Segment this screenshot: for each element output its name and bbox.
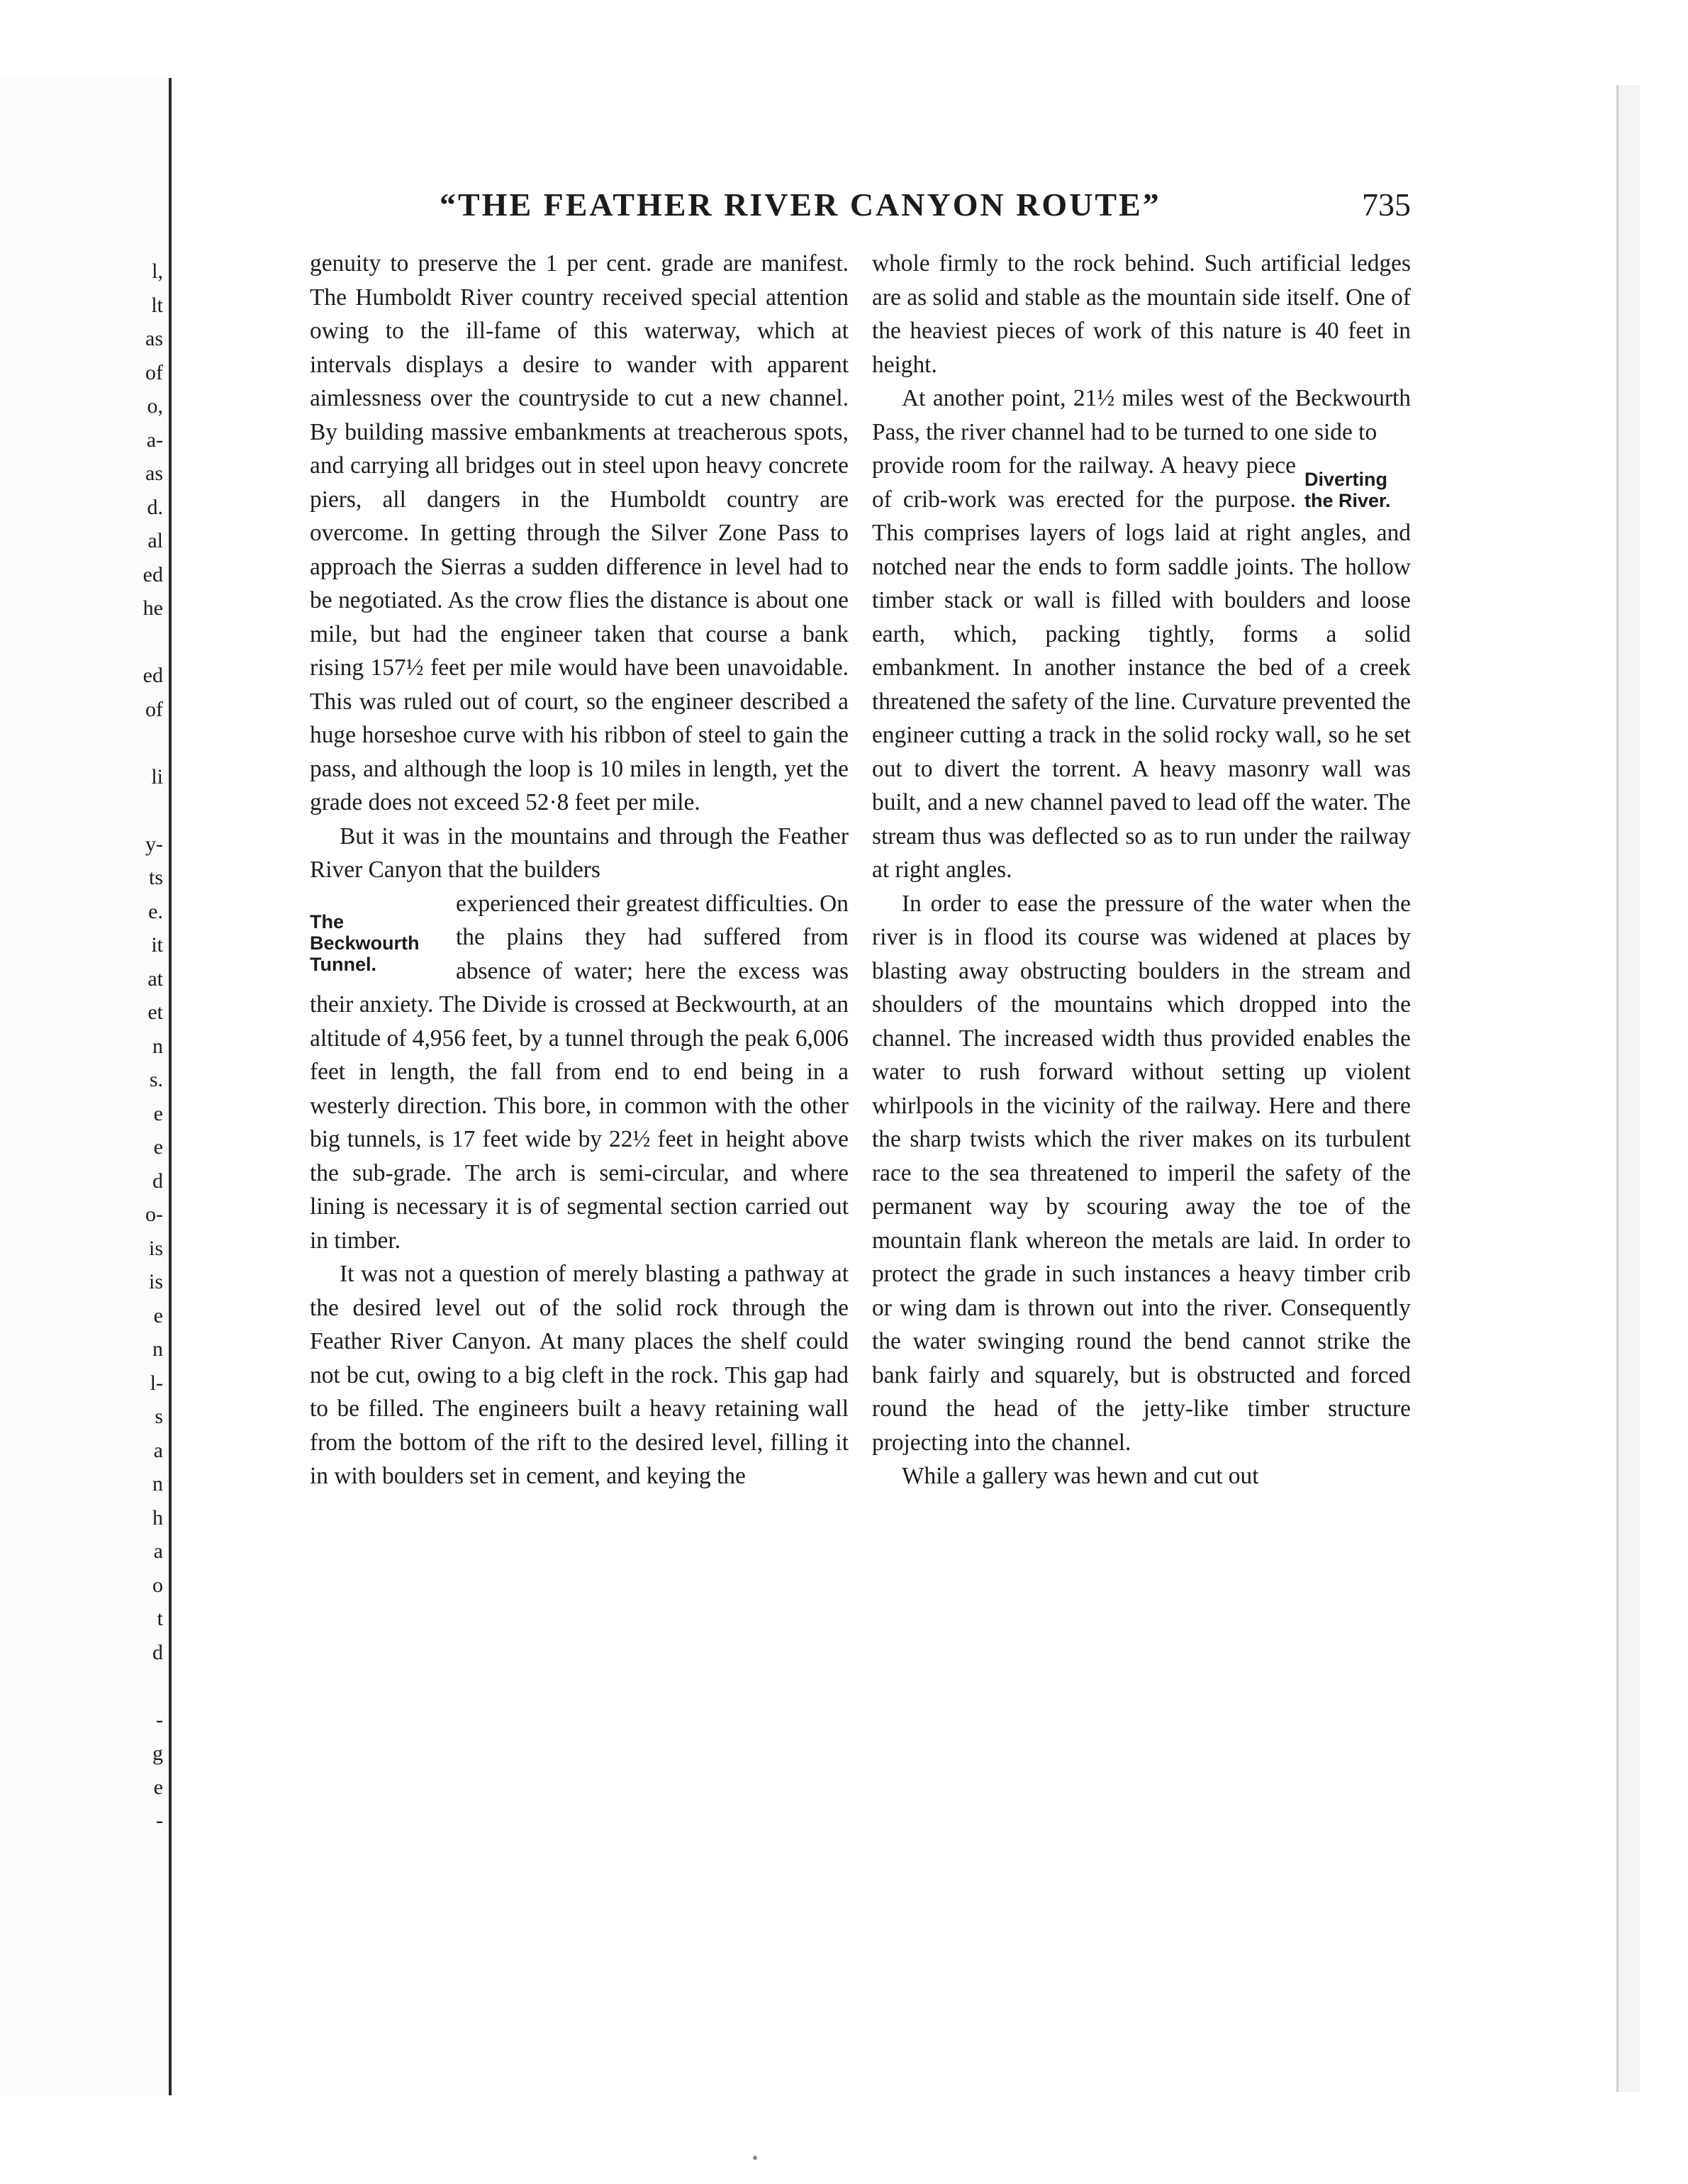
facing-page-fragment: ts xyxy=(148,866,163,889)
page-number: 735 xyxy=(1362,186,1411,223)
facing-page-fragment: e xyxy=(153,1775,163,1799)
facing-page-fragment: o- xyxy=(145,1203,163,1226)
paragraph: It was not a question of merely blasting a pathway at the desired level out of the solid rock through the Feather River Canyon. At many places the shelf could not be cut, owing to a big cleft in the rock. This gap had to be filled. The engineers built a heavy retaining wall from the bottom of the rift to the desired level, filling it in with boulders set in cement, and keying the xyxy=(310,1261,849,1489)
facing-page-fragment: o xyxy=(152,1573,163,1597)
paragraph-continued: experienced their greatest difficulties. On the plains they had suffered from absence of water; here the excess was their anxiety. The Divide is crossed at Beckwourth, at an altitude of 4,956 feet, by a tunnel through the peak 6,006 feet in length, the fall from end to end being in a westerly direction. This bore, in common with the other big tunnels, is 17 feet wide by 22½ feet in height above the sub-grade. The arch is semi-circular, and where lining is necessary it is of segmental section carried out in timber. xyxy=(310,890,849,1254)
facing-page-fragment: l- xyxy=(150,1371,163,1395)
facing-page-fragment: n xyxy=(152,1337,163,1361)
paragraph: At another point, 21½ miles west of the Beckwourth Pass, the river channel had to be turned to one side to xyxy=(872,385,1411,445)
paragraph: While a gallery was hewn and cut out xyxy=(902,1463,1259,1489)
facing-page-fragment: li xyxy=(151,764,163,789)
facing-page-fragment: it xyxy=(151,933,163,957)
left-column xyxy=(310,247,849,1493)
facing-page-fragment: g xyxy=(152,1742,163,1765)
facing-page-fragment: as xyxy=(145,327,163,350)
facing-page-fragment: at xyxy=(147,966,163,991)
facing-page-fragment: lt xyxy=(151,293,163,317)
facing-page-fragment: d xyxy=(152,1640,163,1664)
margin-heading-diverting-the-river: Diverting the River. xyxy=(1304,469,1391,511)
facing-page-fragment: n xyxy=(152,1034,163,1058)
paragraph: whole firmly to the rock behind. Such artificial ledges are as solid and stable as the mountain side itself. One of the heaviest pieces of work of this nature is 40 feet in height. xyxy=(872,250,1411,378)
facing-page-fragment: et xyxy=(147,1001,163,1024)
facing-page-fragment: s xyxy=(155,1405,163,1428)
running-header xyxy=(262,186,1411,228)
paragraph: In order to ease the pressure of the water when the river is in flood its course was widened at places by blasting away obstructing boulders in the stream and shoulders of the mountains which dropped into the channel. The increased width thus provided enables the water to rush forward without setting up violent whirlpools in the vicinity of the railway. Here and there the sharp twists which the river makes on its turbulent race to the sea threatened to imperil the safety of the permanent way by scouring away the toe of the mountain flank whereon the metals are laid. In order to protect the grade in such instances a heavy timber crib or wing dam is thrown out into the river. Consequently the water swinging round the bend cannot strike the bank fairly and squarely, but is obstructed and forced round the head of the jetty-like timber structure projecting into the channel. xyxy=(872,890,1411,1456)
facing-page-fragment: - xyxy=(156,1707,163,1732)
facing-page-edge xyxy=(0,78,172,2095)
facing-page-fragment: o, xyxy=(147,394,163,418)
facing-page-fragment: e. xyxy=(148,899,163,923)
facing-page-fragment: a- xyxy=(146,428,163,452)
facing-page-fragment: he xyxy=(142,596,163,620)
facing-page-fragment: ed xyxy=(142,562,163,586)
scan-speck xyxy=(753,2156,757,2160)
facing-page-fragment: of xyxy=(145,360,163,384)
margin-heading-beckwourth-tunnel: The Beckwourth Tunnel. xyxy=(310,910,420,975)
facing-page-fragment: n xyxy=(152,1472,163,1495)
facing-page-fragment: d xyxy=(152,1169,163,1193)
facing-page-fragment: is xyxy=(148,1236,163,1260)
facing-page-fragment: ed xyxy=(142,664,163,687)
right-column xyxy=(872,247,1411,1493)
facing-page-fragment: e xyxy=(153,1101,163,1125)
facing-page-fragment: al xyxy=(147,529,163,552)
facing-page-fragment: l, xyxy=(152,260,163,283)
paragraph-continued: provide room for the railway. A heavy piece of crib-work was erected for the purpose. This comprises layers of logs laid at right angles, and notched near the ends to form saddle joints. The hollow timber stack or wall is filled with boulders and loose earth, which, packing tightly, forms a solid embankment. In another instance the bed of a creek threatened the safety of the line. Curvature prevented the engineer cutting a track in the solid rocky wall, so he set out to divert the torrent. A heavy masonry wall was built, and a new channel paved to lead off the water. The stream thus was deflected so as to run under the railway at right angles. xyxy=(872,452,1411,883)
facing-page-fragment: h xyxy=(152,1505,163,1530)
facing-page-fragment: is xyxy=(148,1270,163,1293)
facing-page-fragment: e xyxy=(153,1135,163,1159)
facing-page-fragment: y- xyxy=(145,832,163,856)
running-title: “THE FEATHER RIVER CANYON ROUTE” xyxy=(440,186,1161,223)
paragraph: genuity to preserve the 1 per cent. grade are manifest. The Humboldt River country received special attention owing to the ill-fame of this waterway, which at intervals displays a desire to wander with apparent aimlessness over the countryside to cut a new channel. By building massive embankments at treacherous spots, and carrying all bridges out in steel upon heavy concrete piers, all dangers in the Humboldt country are overcome. In getting through the Silver Zone Pass to approach the Sierras a sudden difference in level had to be negotiated. As the crow flies the distance is about one mile, but had the engineer taken that course a bank rising 157½ feet per mile would have been unavoidable. This was ruled out of court, so the engineer described a huge horseshoe curve with his ribbon of steel to gain the pass, and although the loop is 10 miles in length, yet the grade does not exceed 52·8 feet per mile. xyxy=(310,250,849,815)
facing-page-fragment: e xyxy=(153,1303,163,1327)
facing-page-fragment: - xyxy=(156,1809,163,1832)
paragraph: But it was in the mountains and through the Feather River Canyon that the builders xyxy=(310,823,849,883)
facing-page-fragment: s. xyxy=(149,1068,163,1091)
facing-page-fragment: d. xyxy=(147,495,163,519)
facing-page-fragment: t xyxy=(157,1607,163,1630)
facing-page-fragment: a xyxy=(153,1539,163,1563)
facing-page-fragment: as xyxy=(145,462,163,485)
facing-page-fragment: a xyxy=(153,1438,163,1462)
facing-page-fragment: of xyxy=(145,697,163,721)
page-stack-edge xyxy=(1616,85,1640,2092)
